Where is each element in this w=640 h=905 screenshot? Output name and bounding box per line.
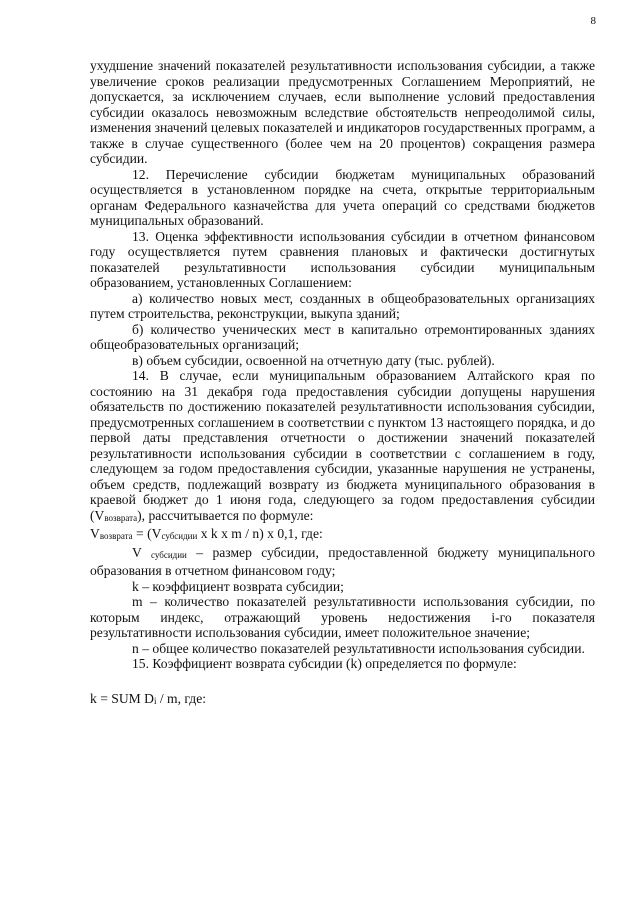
- formula-return-coefficient: [90, 691, 595, 710]
- paragraph-15: 15. Коэффициент возврата субсидии (k) определяется по формуле:: [132, 656, 517, 671]
- definition-n: n – общее количество показателей результативности использования субсидии.: [132, 640, 585, 656]
- paragraph-14-text: 14. В случае, если муниципальным образованием Алтайского края по состоянию на 31 декабря года предоставления субсидии допущены нарушения обязательств по достижению показателей результативности использования субсидии, предусмотренных соглашением в соответствии с пунктом 13 настоящего порядка, и до первой даты представления отчетности о достижении значений показателей результативности использования субсидии в соответствии с соглашением в году, следующем за годом предоставления субсидии, указанные нарушения не устранены, объем средств, подлежащий возврату из бюджета муниципального образования в краевой бюджет до 1 июня года, следующего за годом предоставления субсидии (V: [90, 368, 595, 523]
- definition-m: m – количество показателей результативности использования субсидии, по которым индекс, отражающий уровень недостижения i-го показателя результативности использования субсидии, имеет положительное значение;: [90, 594, 595, 640]
- paragraph-continuation: ухудшение значений показателей результативности использования субсидии, а также увеличение сроков реализации предусмотренных Соглашением Мероприятий, не допускается, за исключением случаев, если выполнение условий предоставления субсидии оказалось невозможным вследствие обстоятельств непреодолимой силы, изменения значений целевых показателей и индикаторов государственных программ, а также в случае существенного (более чем на 20 процентов) сокращения размера субсидии.: [90, 58, 595, 166]
- definition-v-subscript: субсидии: [150, 549, 187, 560]
- formula1-rest: x k x m / n) x 0,1, где:: [197, 526, 323, 541]
- paragraph-13-a: а) количество новых мест, созданных в общеобразовательных организациях путем строительства, реконструкции, выкупа зданий;: [90, 290, 595, 321]
- formula2-post: / m, где:: [156, 690, 207, 706]
- formula1-lhs: V: [90, 526, 100, 541]
- definition-k: k – коэффициент возврата субсидии;: [132, 578, 344, 594]
- definition-v-subsidy: [90, 545, 595, 579]
- formula1-eq: = (V: [132, 526, 162, 541]
- page-number: 8: [590, 15, 596, 27]
- paragraph-12: 12. Перечисление субсидии бюджетам муниципальных образований осуществляется в установленном порядке на счета, открытые территориальным органам Федерального казначейства для учета операций со средствами бюджетов муниципальных образований.: [90, 166, 595, 228]
- paragraph-14-tail: ), рассчитывается по формуле:: [137, 507, 314, 523]
- definition-v-symbol: V: [132, 544, 151, 560]
- formula1-rhs-subscript: субсидии: [161, 531, 198, 541]
- formula2-pre: k = SUM D: [90, 690, 154, 706]
- paragraph-13: 13. Оценка эффективности использования субсидии в отчетном финансовом году осуществляется путем сравнения плановых и фактически достигнутых показателей результативности использования субсидии муниципальным образованием, установленных Соглашением:: [90, 228, 595, 290]
- paragraph-14: [90, 368, 595, 526]
- formula1-lhs-subscript: возврата: [99, 531, 133, 541]
- paragraph-13-c: в) объем субсидии, освоенной на отчетную дату (тыс. рублей).: [132, 352, 495, 368]
- paragraph-13-b: б) количество ученических мест в капитально отремонтированных зданиях общеобразовательных организаций;: [90, 321, 595, 352]
- formula2-subscript: i: [153, 695, 157, 706]
- definition-v-text: – размер субсидии, предоставленной бюджету муниципального образования в отчетном финансовом году;: [90, 544, 595, 578]
- formula-return-volume: [90, 526, 595, 545]
- document-body: [90, 58, 595, 709]
- paragraph-14-subscript: возврата: [104, 512, 138, 523]
